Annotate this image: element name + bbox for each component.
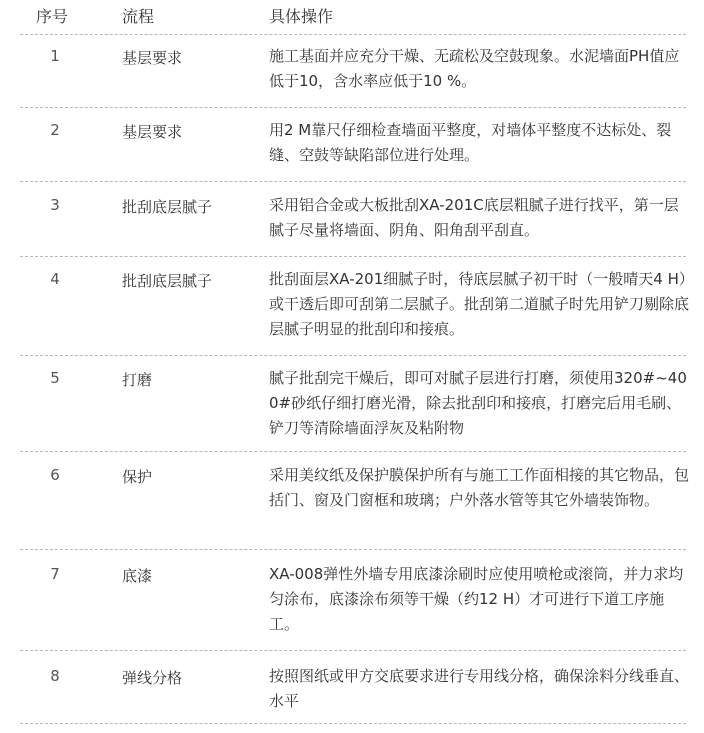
row-divider (20, 549, 686, 550)
header-operation: 具体操作 (269, 7, 334, 26)
row-operation: 用2 M靠尺仔细检查墙面平整度，对墙体平整度不达标处、裂缝、空鼓等缺陷部位进行处理。 (269, 121, 672, 164)
header-serial-number: 序号 (36, 7, 69, 26)
row-serial-number: 5 (50, 369, 60, 387)
row-divider (20, 107, 686, 108)
row-serial-number: 1 (50, 47, 60, 65)
row-serial-number: 4 (50, 270, 60, 288)
row-process: 保护 (122, 468, 153, 486)
row-process: 批刮底层腻子 (122, 198, 213, 216)
row-operation: 采用美纹纸及保护膜保护所有与施工工作面相接的其它物品，包括门、窗及门窗框和玻璃；户外落水管等其它外墙装饰物。 (269, 466, 690, 509)
row-process: 批刮底层腻子 (122, 272, 213, 290)
row-divider (20, 181, 686, 182)
header-process: 流程 (122, 7, 155, 26)
row-serial-number: 6 (50, 466, 60, 484)
row-divider (20, 723, 686, 724)
row-operation: 施工基面并应充分干燥、无疏松及空鼓现象。水泥墙面PH值应低于10，含水率应低于10 %。 (269, 47, 680, 90)
row-process: 底漆 (122, 567, 153, 585)
row-operation: 按照图纸或甲方交底要求进行专用线分格，确保涂料分线垂直、水平 (269, 667, 690, 710)
row-process: 基层要求 (122, 123, 183, 141)
row-operation: 腻子批刮完干燥后，即可对腻子层进行打磨，须使用320#~400#砂纸仔细打磨光滑，除去批刮印和接痕，打磨完后用毛刷、铲刀等清除墙面浮灰及粘附物 (269, 369, 687, 437)
row-process: 弹线分格 (122, 669, 183, 687)
row-operation: XA-008弹性外墙专用底漆涂刷时应使用喷枪或滚筒，并力求均匀涂布，底漆涂布须等干燥（约12 H）才可进行下道工序施工。 (269, 565, 684, 633)
row-divider (20, 451, 686, 452)
row-process: 基层要求 (122, 49, 183, 67)
table-header (0, 0, 704, 34)
row-serial-number: 7 (50, 565, 60, 583)
row-operation: 批刮面层XA-201细腻子时，待底层腻子初干时（一般晴天4 H）或干透后即可刮第二层腻子。批刮第二道腻子时先用铲刀剔除底层腻子明显的批刮印和接痕。 (269, 270, 690, 338)
row-divider (20, 355, 686, 356)
row-serial-number: 2 (50, 121, 60, 139)
row-divider (20, 650, 686, 651)
row-serial-number: 3 (50, 196, 60, 214)
row-serial-number: 8 (50, 667, 60, 685)
row-divider (20, 256, 686, 257)
row-divider (20, 34, 686, 35)
row-operation: 采用铝合金或大板批刮XA-201C底层粗腻子进行找平，第一层腻子尽量将墙面、阴角、阳角刮平刮直。 (269, 196, 679, 239)
row-process: 打磨 (122, 371, 153, 389)
